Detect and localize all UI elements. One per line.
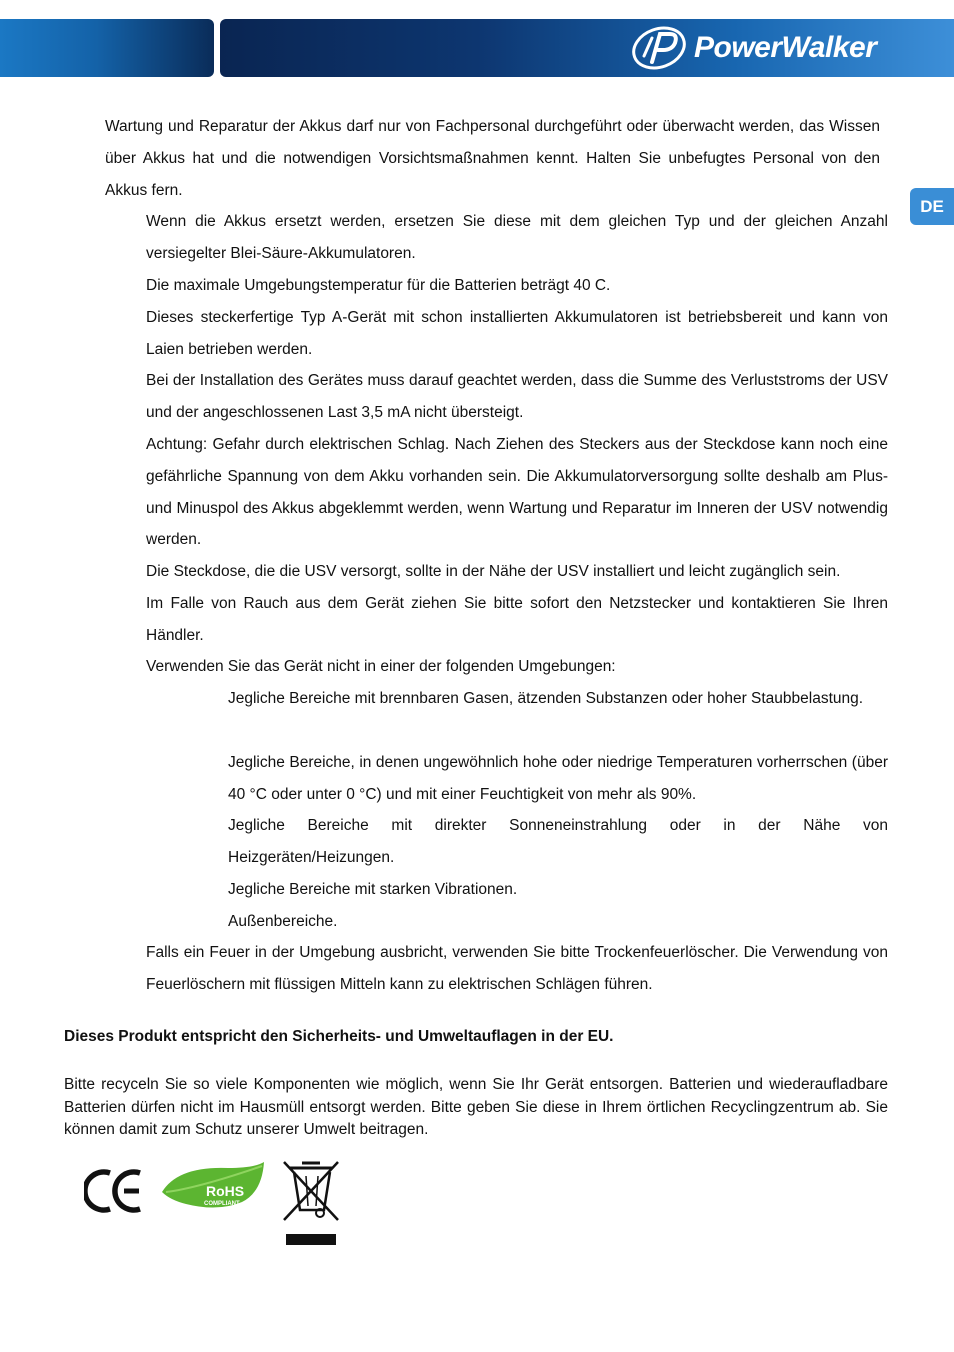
list-item: Dieses steckerfertige Typ A-Gerät mit schon installierten Akkumulatoren ist betriebsbereit und kann von Laien betrieben werden. [146,309,888,358]
compliance-statement: Dieses Produkt entspricht den Sicherheits- und Umweltauflagen in der EU. [64,1028,614,1045]
weee-crossed-bin-icon [280,1158,344,1248]
brand-name: PowerWalker [694,31,877,64]
language-tab[interactable]: DE [910,188,954,225]
header-band [0,19,954,77]
rohs-compliant-icon [158,1158,268,1214]
sub-list-item: Jegliche Bereiche mit direkter Sonneneinstrahlung oder in der Nähe von Heizgeräten/Heizungen. [228,817,888,866]
rohs-compliant-label: COMPLIANT [204,1201,240,1207]
list-item: Bei der Installation des Gerätes muss darauf geachtet werden, dass die Summe des Verluststroms der USV und der angeschlossenen Last 3,5 mA nicht übersteigt. [146,372,888,421]
rohs-word: RoHS [206,1183,245,1199]
ce-mark-icon [84,1168,146,1214]
intro-paragraph: Wartung und Reparatur der Akkus darf nur von Fachpersonal durchgeführt oder überwacht werden, das Wissen über Akkus hat und die notwendigen Vorsichtsmaßnahmen kennt. Halten Sie unbefugtes Personal von den Akkus fern. [105,118,880,199]
powerwalker-emblem-icon [630,26,688,70]
fire-note: Falls ein Feuer in der Umgebung ausbricht, verwenden Sie bitte Trockenfeuerlöscher. Die Verwendung von Feuerlöschern mit flüssigen Mitteln kann zu elektrischen Schlägen führen. [146,944,888,993]
list-item: Im Falle von Rauch aus dem Gerät ziehen Sie bitte sofort den Netzstecker und kontaktieren Sie Ihren Händler. [146,595,888,644]
sub-list-item: Jegliche Bereiche mit starken Vibrationen. [228,881,518,898]
recycling-paragraph: Bitte recyceln Sie so viele Komponenten wie möglich, wenn Sie Ihr Gerät entsorgen. Batterien und wiederaufladbare Batterien dürfen nicht im Hausmüll entsorgt werden. Bitte geben Sie diese in Ihrem örtlichen Recyclingzentrum ab. Sie können damit zum Schutz unserer Umwelt beitragen. [64,1076,888,1139]
list-item: Verwenden Sie das Gerät nicht in einer der folgenden Umgebungen: [146,658,616,675]
list-item: Wenn die Akkus ersetzt werden, ersetzen Sie diese mit dem gleichen Typ und der gleichen Anzahl versiegelter Blei-Säure-Akkumulatoren. [146,213,888,262]
powerwalker-logo [630,25,876,71]
sub-list-item: Jegliche Bereiche, in denen ungewöhnlich hohe oder niedrige Temperaturen vorherrschen (über 40 °C oder unter 0 °C) und mit einer Feuchtigkeit von mehr als 90%. [228,754,888,803]
list-item: Die maximale Umgebungstemperatur für die Batterien beträgt 40 C. [146,277,611,294]
header-left-block [0,19,214,77]
sub-list-item: Jegliche Bereiche mit brennbaren Gasen, ätzenden Substanzen oder hoher Staubbelastung. [228,690,864,707]
sub-list-item: Außenbereiche. [228,913,338,930]
list-item: Die Steckdose, die die USV versorgt, sollte in der Nähe der USV installiert und leicht zugänglich sein. [146,563,841,580]
list-item: Achtung: Gefahr durch elektrischen Schlag. Nach Ziehen des Steckers aus der Steckdose kann noch eine gefährliche Spannung von dem Akku vorhanden sein. Die Akkumulatorversorgung sollte deshalb am Plus- und Minuspol des Akkus abgeklemmt werden, wenn Wartung und Reparatur im Inneren der USV notwendig werden. [146,436,888,549]
